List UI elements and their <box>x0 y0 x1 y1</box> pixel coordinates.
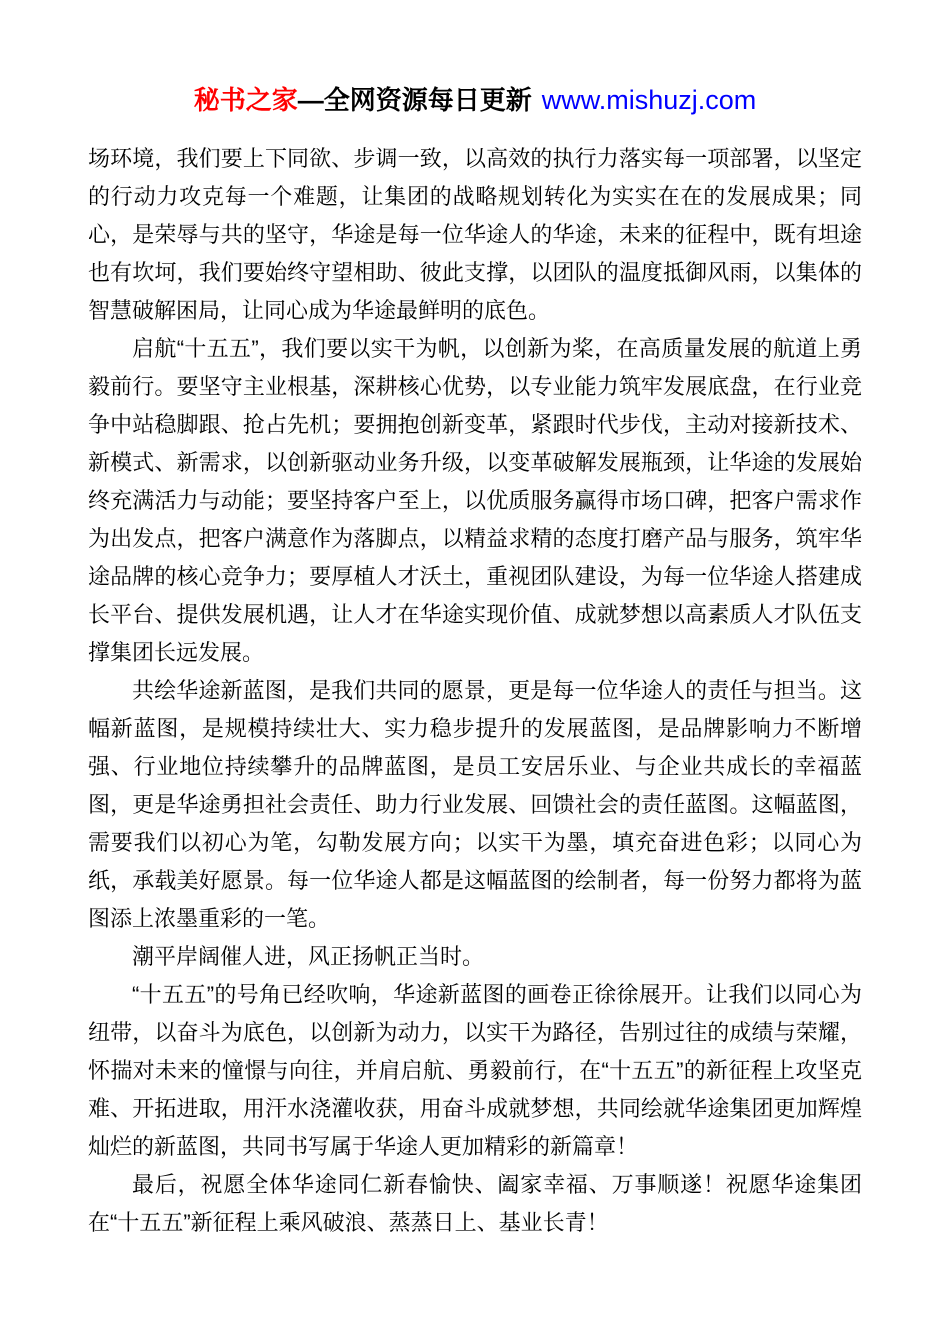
paragraph: 最后，祝愿全体华途同仁新春愉快、阖家幸福、万事顺遂！祝愿华途集团在“十五五”新征程上乘风破浪、蒸蒸日上、基业长青！ <box>88 1172 862 1235</box>
site-header <box>88 84 862 116</box>
paragraph: 潮平岸阔催人进，风正扬帆正当时。 <box>132 944 485 969</box>
site-url-link[interactable]: www.mishuzj.com <box>541 85 757 115</box>
site-tagline: —全网资源每日更新 <box>297 85 532 115</box>
site-brand: 秘书之家 <box>193 85 298 115</box>
paragraph: “十五五”的号角已经吹响，华途新蓝图的画卷正徐徐展开。让我们以同心为纽带，以奋斗为底色，以创新为动力，以实干为路径，告别过往的成绩与荣耀，怀揣对未来的憧憬与向往，并肩启航、勇毅前行，在“十五五”的新征程上攻坚克难、开拓进取，用汗水浇灌收获，用奋斗成就梦想，共同绘就华途集团更加辉煌灿烂的新蓝图，共同书写属于华途人更加精彩的新篇章！ <box>88 982 862 1159</box>
document-body <box>88 140 862 1242</box>
paragraph: 共绘华途新蓝图，是我们共同的愿景，更是每一位华途人的责任与担当。这幅新蓝图，是规模持续壮大、实力稳步提升的发展蓝图，是品牌影响力不断增强、行业地位持续攀升的品牌蓝图，是员工安居乐业、与企业共成长的幸福蓝图，更是华途勇担社会责任、助力行业发展、回馈社会的责任蓝图。这幅蓝图，需要我们以初心为笔，勾勒发展方向；以实干为墨，填充奋进色彩；以同心为纸，承载美好愿景。每一位华途人都是这幅蓝图的绘制者，每一份努力都将为蓝图添上浓墨重彩的一笔。 <box>88 678 862 931</box>
paragraph: 启航“十五五”，我们要以实干为帆，以创新为桨，在高质量发展的航道上勇毅前行。要坚守主业根基，深耕核心优势，以专业能力筑牢发展底盘，在行业竞争中站稳脚跟、抢占先机；要拥抱创新变革，紧跟时代步伐，主动对接新技术、新模式、新需求，以创新驱动业务升级，以变革破解发展瓶颈，让华途的发展始终充满活力与动能；要坚持客户至上，以优质服务赢得市场口碑，把客户需求作为出发点，把客户满意作为落脚点，以精益求精的态度打磨产品与服务，筑牢华途品牌的核心竞争力；要厚植人才沃土，重视团队建设，为每一位华途人搭建成长平台、提供发展机遇，让人才在华途实现价值、成就梦想以高素质人才队伍支撑集团长远发展。 <box>88 336 862 665</box>
paragraph: 场环境，我们要上下同欲、步调一致，以高效的执行力落实每一项部署，以坚定的行动力攻克每一个难题，让集团的战略规划转化为实实在在的发展成果；同心，是荣辱与共的坚守，华途是每一位华途人的华途，未来的征程中，既有坦途也有坎坷，我们要始终守望相助、彼此支撑，以团队的温度抵御风雨，以集体的智慧破解困局，让同心成为华途最鲜明的底色。 <box>88 146 862 323</box>
